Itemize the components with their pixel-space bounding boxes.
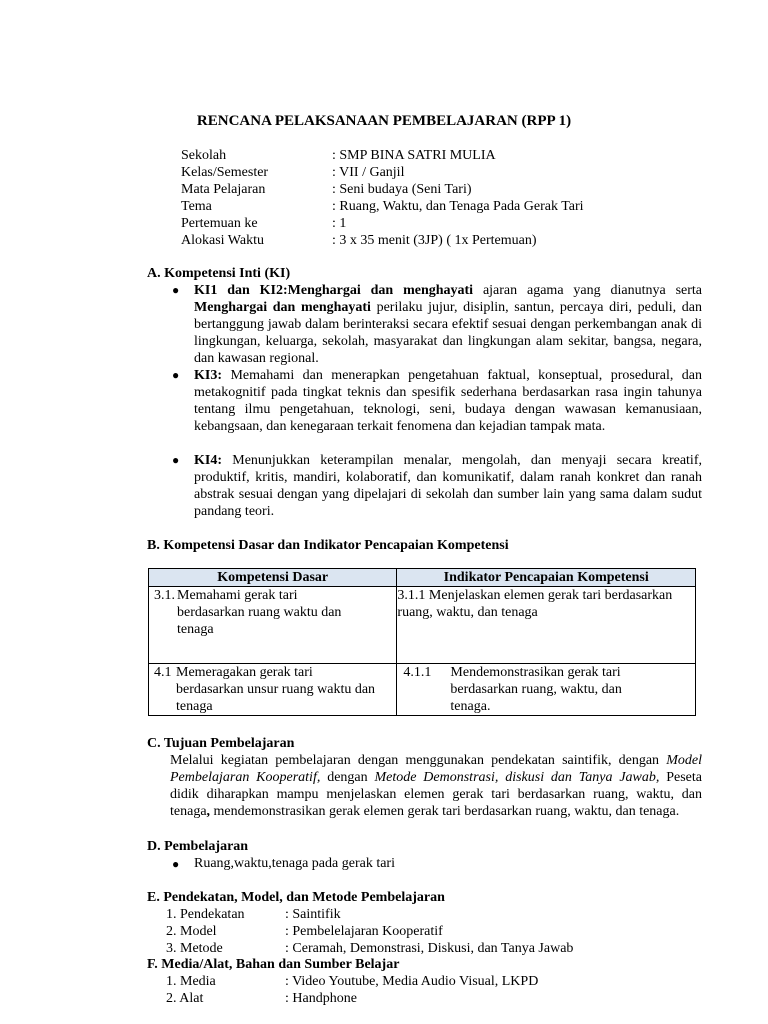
bullet-icon: ● (172, 453, 180, 467)
table-cell-kd (149, 587, 397, 664)
kd-text (149, 664, 396, 715)
list-item (166, 923, 443, 940)
section-e-heading: E. Pendekatan, Model, dan Metode Pembelajaran (147, 890, 445, 905)
kd-number: 4.1 (154, 665, 172, 680)
ki3-paragraph (194, 367, 702, 435)
section-a-heading: A. Kompetensi Inti (KI) (147, 266, 291, 281)
indicator-number: 4.1.1 (403, 665, 432, 680)
list-label: 2. Model (166, 924, 217, 939)
list-value: : Video Youtube, Media Audio Visual, LKPD (285, 974, 539, 989)
kd-number: 3.1. (154, 588, 175, 603)
list-item (166, 973, 539, 990)
section-b-heading: B. Kompetensi Dasar dan Indikator Pencapaian Kompetensi (147, 538, 509, 553)
ki12-bold1: Menghargai dan menghayati (287, 283, 474, 298)
page-title: RENCANA PELAKSANAAN PEMBELAJARAN (RPP 1) (196, 113, 572, 129)
ki12-label: KI1 dan KI2: (194, 283, 288, 298)
section-c-heading: C. Tujuan Pembelajaran (147, 736, 295, 751)
ki12-bold2: Menghargai dan menghayati (194, 300, 371, 315)
list-label: 1. Pendekatan (166, 907, 245, 922)
ki12-text1: ajaran agama yang dianutnya serta (473, 283, 702, 298)
table-header-indicator: Indikator Pencapaian Kompetensi (397, 569, 696, 587)
ki4-paragraph (194, 452, 702, 520)
identity-value: : SMP BINA SATRI MULIA (332, 148, 496, 163)
tujuan-italic-metode: Metode Demonstrasi, diskusi dan Tanya Jawab, (374, 770, 660, 785)
tujuan-paragraph (170, 752, 702, 820)
identity-label: Tema (181, 199, 212, 214)
tujuan-text: Peseta didik diharapkan mampu menjelaskan elemen gerak tari berdasarkan ruang, waktu, dan tenaga (170, 770, 702, 819)
identity-value: : 3 x 35 menit (3JP) ( 1x Pertemuan) (332, 233, 537, 248)
identity-label: Kelas/Semester (181, 165, 269, 180)
table-cell-indicator (397, 587, 696, 664)
bullet-icon: ● (172, 368, 180, 382)
list-item (166, 906, 341, 923)
kd-table (148, 568, 696, 716)
tujuan-bold-comma: , (206, 804, 211, 819)
bullet-icon: ● (172, 283, 180, 297)
tujuan-text: mendemonstrasikan gerak elemen gerak tari berdasarkan ruang, waktu, dan tenaga. (210, 804, 680, 819)
identity-label: Pertemuan ke (181, 216, 258, 231)
tujuan-text: dengan (320, 770, 375, 785)
identity-label: Mata Pelajaran (181, 182, 266, 197)
kd-text: Memahami gerak tari berdasarkan ruang waktu dan tenaga (177, 588, 342, 637)
indicator-text: Mendemonstrasikan gerak tari berdasarkan ruang, waktu, dan tenaga. (450, 665, 622, 714)
identity-value: : Ruang, Waktu, dan Tenaga Pada Gerak Tari (332, 199, 584, 214)
list-value: : Handphone (285, 991, 357, 1006)
section-d-heading: D. Pembelajaran (147, 839, 249, 854)
identity-label: Alokasi Waktu (181, 233, 264, 248)
tujuan-text: Melalui kegiatan pembelajaran dengan menggunakan pendekatan saintifik, dengan (170, 753, 667, 768)
tujuan-italic-model: Model Pembelajaran Kooperatif, (170, 753, 702, 785)
list-item (166, 940, 574, 957)
list-label: 3. Metode (166, 941, 223, 956)
kd-text-inner: Memeragakan gerak tari berdasarkan unsur ruang waktu dan tenaga (176, 665, 376, 714)
ki3-label: KI3: (194, 368, 222, 383)
list-value: : Pembelelajaran Kooperatif (285, 924, 443, 939)
ki12-paragraph (194, 282, 702, 367)
table-header-kd: Kompetensi Dasar (149, 569, 397, 587)
ki4-label: KI4: (194, 453, 222, 468)
identity-label: Sekolah (181, 148, 227, 163)
ki3-text: Memahami dan menerapkan pengetahuan faktual, konseptual, prosedural, dan metakognitif pada tingkat teknis dan spesifik sederhana berdasarkan rasa ingin tahunya tentang ilmu pengetahuan, teknologi, seni, budaya dengan wawasan kemanusiaan, kebangsaan, dan kenegaraan terkait fenomena dan kejadian tampak mata. (194, 368, 702, 434)
pembelajaran-item: Ruang,waktu,tenaga pada gerak tari (194, 856, 395, 871)
list-value: : Ceramah, Demonstrasi, Diskusi, dan Tanya Jawab (285, 941, 574, 956)
ki12-text2: perilaku jujur, disiplin, santun, percaya diri, peduli, dan bertanggung jawab dalam berinteraksi secara efektif sesuai dengan perkembangan anak di lingkungan, keluarga, sekolah, masyarakat dan lingkungan alam sekitar, bangsa, negara, dan kawasan regional. (194, 300, 702, 366)
identity-value: : 1 (332, 216, 347, 231)
list-label: 1. Media (166, 974, 216, 989)
indicator-text: 3.1.1 Menjelaskan elemen gerak tari berdasarkan ruang, waktu, dan tenaga (397, 588, 673, 620)
table-header-row (149, 569, 696, 587)
table-cell-kd (149, 664, 397, 716)
identity-value: : Seni budaya (Seni Tari) (332, 182, 472, 197)
ki4-text: Menunjukkan keterampilan menalar, mengolah, dan menyaji secara kreatif, produktif, kritis, mandiri, kolaboratif, dan komunikatif, dalam ranah konkret dan ranah abstrak sesuai dengan yang dipelajari di sekolah dan sumber lain yang sama dalam sudut pandang teori. (194, 453, 702, 519)
list-value: : Saintifik (285, 907, 341, 922)
identity-value: : VII / Ganjil (332, 165, 405, 180)
section-f-heading: F. Media/Alat, Bahan dan Sumber Belajar (147, 957, 400, 972)
table-row (149, 664, 696, 716)
table-cell-indicator (397, 664, 696, 716)
list-label: 2. Alat (166, 991, 204, 1006)
list-item (166, 990, 357, 1007)
table-row (149, 587, 696, 664)
bullet-icon: ● (172, 857, 180, 871)
